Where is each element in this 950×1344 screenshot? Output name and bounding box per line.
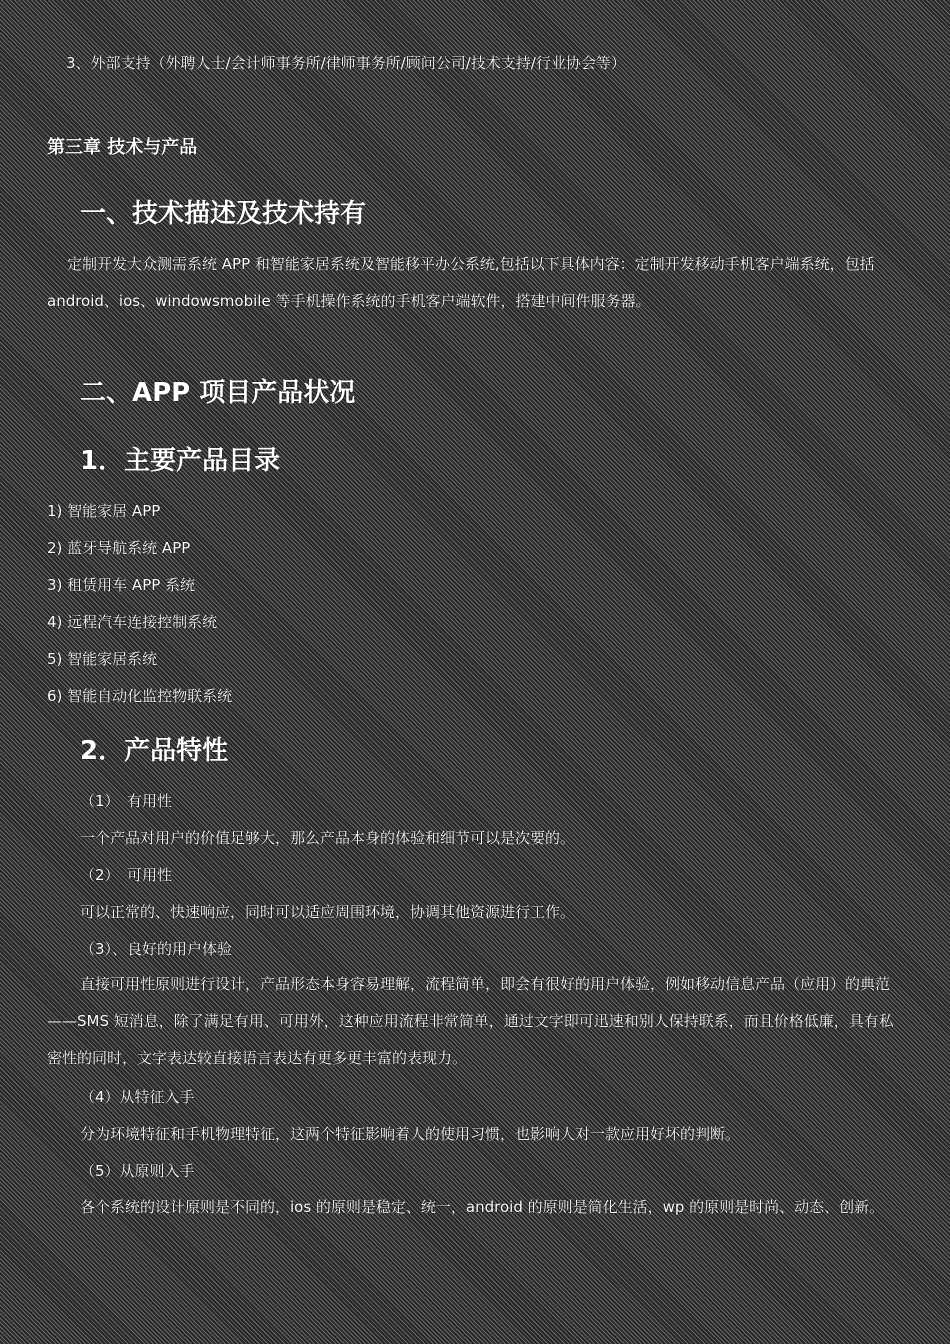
feature-4-text: 分为环境特征和手机物理特征，这两个特征影响着人的使用习惯，也影响人对一款应用好坏的判断。	[80, 1125, 741, 1143]
list-item: 1) 智能家居 APP	[47, 502, 161, 520]
feature-2-title: （2） 可用性	[80, 866, 173, 884]
list-item: 2) 蓝牙导航系统 APP	[47, 539, 191, 557]
feature-4-title: （4）从特征入手	[80, 1088, 195, 1106]
section2-heading: 二、APP 项目产品状况	[80, 378, 356, 408]
feature-2-text: 可以正常的、快速响应，同时可以适应周围环境，协调其他资源进行工作。	[80, 903, 576, 921]
chapter-title: 第三章 技术与产品	[47, 137, 198, 158]
list-item: 3) 租赁用车 APP 系统	[47, 576, 196, 594]
section1-paragraph: 定制开发大众测需系统 APP 和智能家居系统及智能移平办公系统,包括以下具体内容：定制开发移动手机客户端系统，包括 android、ios、windowsmobile 等手机操作系统的手机客户端软件，搭建中间件服务器。	[47, 255, 875, 310]
sub2-heading: 2．产品特性	[80, 736, 229, 766]
feature-3-text: 直接可用性原则进行设计，产品形态本身容易理解，流程简单，即会有很好的用户体验，例如移动信息产品（应用）的典范——SMS 短消息，除了满足有用、可用外，这种应用流程非常简单，通过文字即可迅速和别人保持联系，而且价格低廉，具有私密性的同时，文字表达较直接语言表达有更多更丰富的表现力。	[47, 975, 894, 1067]
feature-5-title: （5）从原则入手	[80, 1162, 195, 1180]
list-item: 6) 智能自动化监控物联系统	[47, 687, 233, 705]
support-line: 3、外部支持（外聘人士/会计师事务所/律师事务所/顾问公司/技术支持/行业协会等）	[66, 54, 626, 72]
feature-1-title: （1） 有用性	[80, 792, 173, 810]
feature-5-text: 各个系统的设计原则是不同的，ios 的原则是稳定、统一，android 的原则是简化生活，wp 的原则是时尚、动态、创新。	[80, 1198, 885, 1216]
list-item: 5) 智能家居系统	[47, 650, 158, 668]
list-item: 4) 远程汽车连接控制系统	[47, 613, 218, 631]
feature-3-title: （3）、良好的用户体验	[80, 940, 233, 958]
feature-1-text: 一个产品对用户的价值足够大，那么产品本身的体验和细节可以是次要的。	[80, 829, 576, 847]
section1-heading: 一、技术描述及技术持有	[80, 199, 367, 229]
sub1-heading: 1．主要产品目录	[80, 446, 281, 476]
